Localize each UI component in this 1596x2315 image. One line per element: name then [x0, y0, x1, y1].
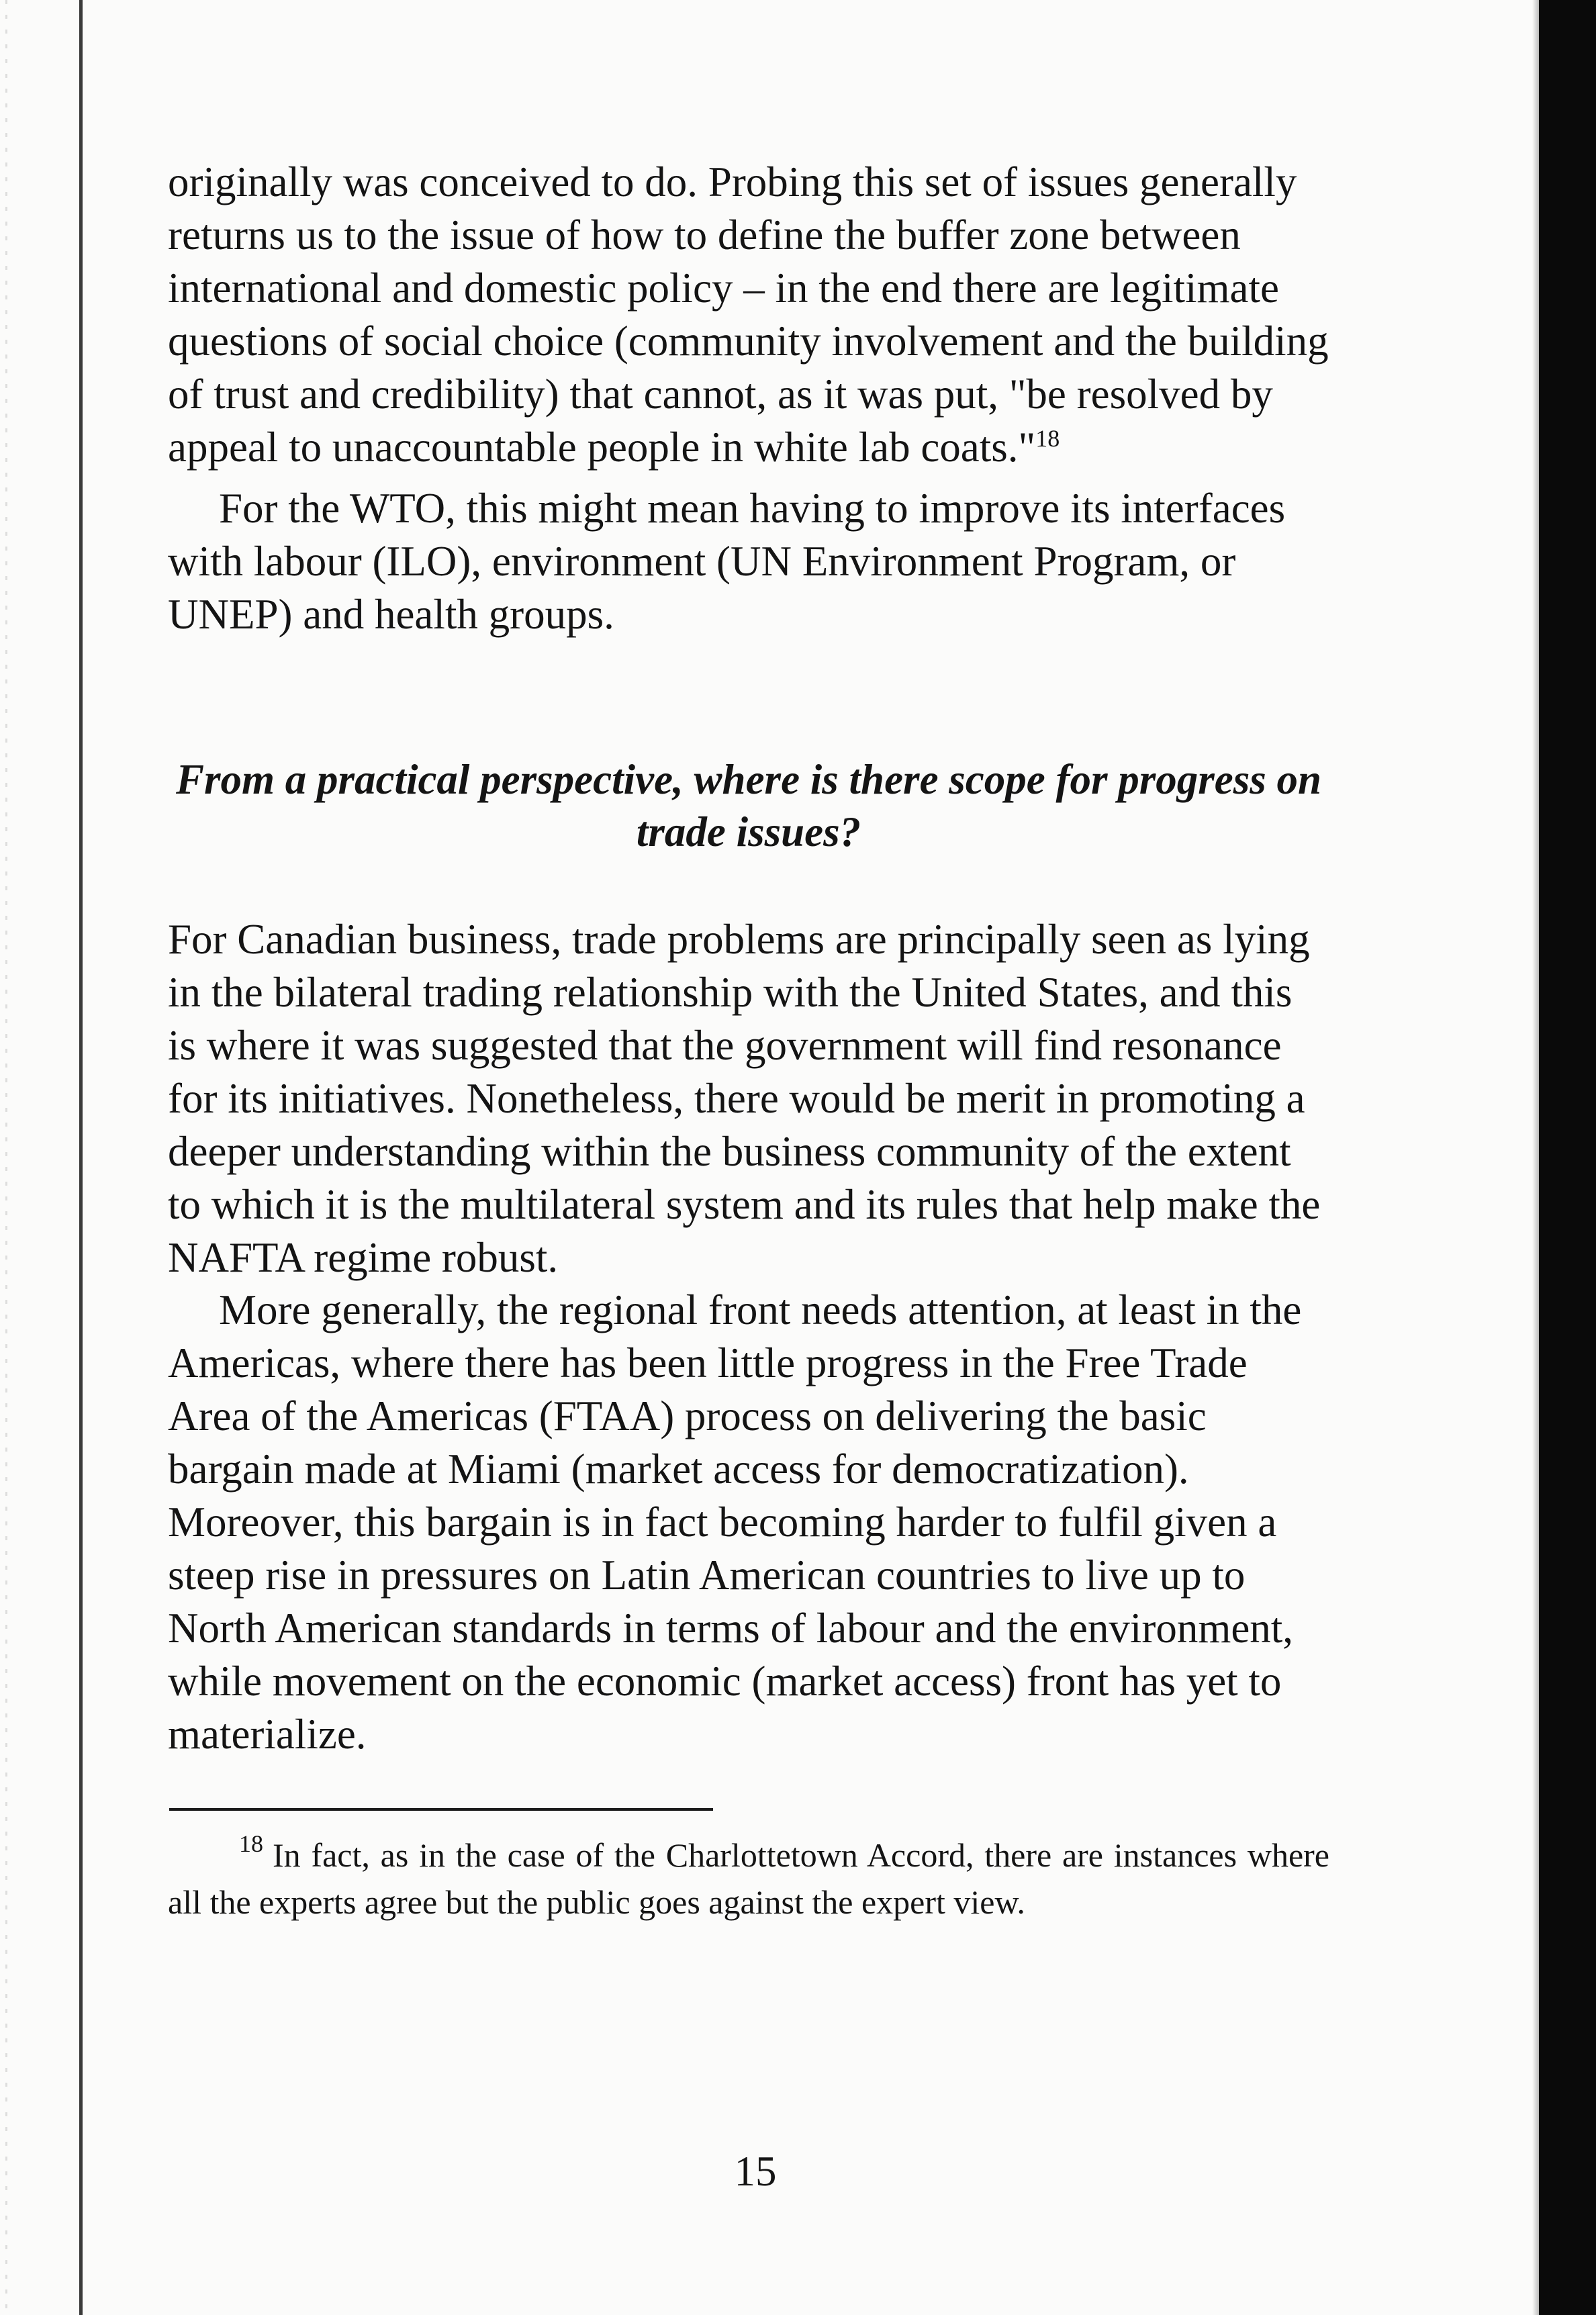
footnote — [168, 1832, 1329, 1926]
scan-left-speckle — [5, 0, 7, 2315]
paragraph-continued — [168, 156, 1329, 474]
scan-right-edge — [1539, 0, 1596, 2315]
footnote-text: In fact, as in the case of the Charlottetown Accord, there are instances where all the experts agree but the public goes against the expert view. — [168, 1836, 1329, 1921]
footnote-reference: 18 — [1035, 425, 1060, 452]
page-number: 15 — [734, 2148, 777, 2195]
footnote-number: 18 — [239, 1830, 263, 1857]
paragraph-1-text: originally was conceived to do. Probing this set of issues generally returns us to the issue of how to define the buffer zone between international and domestic policy – in the end there are legitimate questions of social choice (community involvement and the building of trust and credibility) that cannot, as it was put, "be resolved by appeal to unaccountable people in white lab coats." — [168, 158, 1329, 471]
scan-right-shadow — [1532, 0, 1539, 2315]
footnote-divider — [169, 1808, 713, 1811]
scan-left-border — [79, 0, 83, 2315]
section-heading: From a practical perspective, where is there scope for progress on trade issues? — [175, 756, 1322, 855]
paragraph-wto: For the WTO, this might mean having to improve its interfaces with labour (ILO), environment (UN Environment Program, or UNEP) and health groups. — [168, 485, 1286, 638]
paragraph-regional-front: More generally, the regional front needs attention, at least in the Americas, where there has been little progress in the Free Trade Area of the Americas (FTAA) process on delivering the basic bargain made at Miami (market access for democratization). Moreover, this bargain is in fact becoming harder to fulfil given a steep rise in pressures on Latin American countries to live up to North American standards in terms of labour and the environment, while movement on the economic (market access) front has yet to materialize. — [168, 1286, 1302, 1758]
paragraph-canadian-business: For Canadian business, trade problems are principally seen as lying in the bilateral trading relationship with the United States, and this is where it was suggested that the government will find resonance for its initiatives. Nonetheless, there would be merit in promoting a deeper understanding within the business community of the extent to which it is the multilateral system and its rules that help make the NAFTA regime robust. — [168, 916, 1321, 1281]
